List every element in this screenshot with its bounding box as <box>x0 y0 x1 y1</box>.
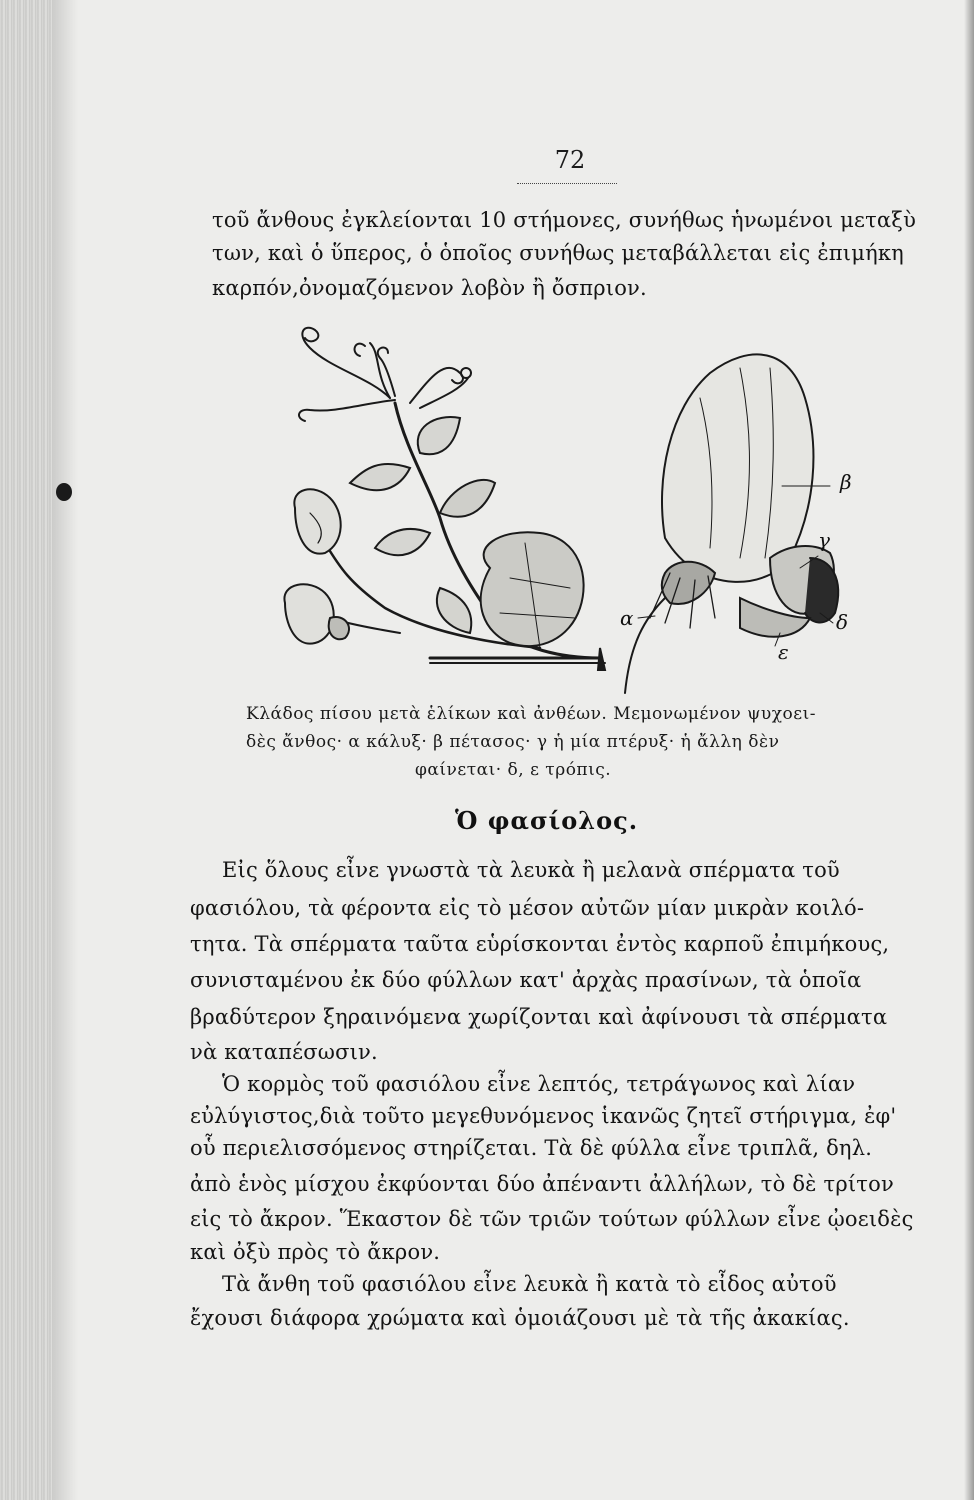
intro-line: καρπόν,ὀνομαζόμενον λοβὸν ἢ ὄσπριον. <box>212 276 647 300</box>
paragraph-line: Τὰ ἄνθη τοῦ φασιόλου εἶνε λευκὰ ἢ κατὰ τὸ εἶδος αὐτοῦ <box>222 1272 837 1296</box>
paragraph-line: νὰ καταπέσωσιν. <box>190 1040 378 1064</box>
figure-caption-line: φαίνεται· δ, ε τρόπις. <box>415 760 612 780</box>
paragraph-line: βραδύτερον ξηραινόμενα χωρίζονται καὶ ἀφίνουσι τὰ σπέρματα <box>190 1005 888 1029</box>
paragraph-line: Εἰς ὅλους εἶνε γνωστὰ τὰ λευκὰ ἢ μελανὰ σπέρματα τοῦ <box>222 858 840 882</box>
paragraph-line: φασιόλου, τὰ φέροντα εἰς τὸ μέσον αὐτῶν μίαν μικρὰν κοιλό- <box>190 896 865 920</box>
right-edge-shadow <box>964 0 974 1500</box>
figure-label-beta: β <box>840 470 852 494</box>
paragraph-line: τητα. Τὰ σπέρματα ταῦτα εὑρίσκονται ἐντὸς καρποῦ ἐπιμήκους, <box>190 932 890 956</box>
figure-label-epsilon: ε <box>778 640 789 664</box>
page-number-rule <box>517 183 617 184</box>
paragraph-line: εἰς τὸ ἄκρον. Ἕκαστον δὲ τῶν τριῶν τούτων φύλλων εἶνε ᾠοειδὲς <box>190 1207 914 1231</box>
figure-caption-line: Κλάδος πίσου μετὰ ἑλίκων καὶ ἀνθέων. Μεμονωμένον ψυχοει- <box>246 704 817 724</box>
paragraph-line: ἔχουσι διάφορα χρώματα καὶ ὁμοιάζουσι μὲ τὰ τῆς ἀκακίας. <box>190 1306 850 1330</box>
paragraph-line: καὶ ὀξὺ πρὸς τὸ ἄκρον. <box>190 1240 441 1264</box>
ink-spot <box>56 483 72 501</box>
figure-label-alpha: α <box>620 606 634 630</box>
intro-line: τοῦ ἄνθους ἐγκλείονται 10 στήμονες, συνήθως ἡνωμένοι μεταξὺ <box>212 208 917 232</box>
page-number: 72 <box>554 146 586 174</box>
pea-illustration <box>270 318 910 698</box>
figure-label-delta: δ <box>836 610 849 634</box>
pea-branch-drawing <box>270 318 910 698</box>
paragraph-line: ἀπὸ ἑνὸς μίσχου ἐκφύονται δύο ἀπέναντι ἀλλήλων, τὸ δὲ τρίτον <box>190 1172 894 1196</box>
figure-label-gamma: γ <box>818 528 830 552</box>
section-heading: Ὁ φασίολος. <box>455 806 639 835</box>
figure-caption-line: δὲς ἄνθος· α κάλυξ· β πέτασος· γ ἡ μία πτέρυξ· ἡ ἄλλη δὲν <box>246 732 780 752</box>
paragraph-line: οὗ περιελισσόμενος στηρίζεται. Τὰ δὲ φύλλα εἶνε τριπλᾶ, δηλ. <box>190 1136 873 1160</box>
paragraph-line: συνισταμένου ἐκ δύο φύλλων κατ' ἀρχὰς πρασίνων, τὰ ὁποῖα <box>190 968 862 992</box>
page-stack-edge <box>0 0 52 1500</box>
intro-line: των, καὶ ὁ ὕπερος, ὁ ὁποῖος συνήθως μεταβάλλεται εἰς ἐπιμήκη <box>212 241 904 265</box>
gutter-shadow <box>52 0 78 1500</box>
paragraph-line: εὐλύγιστος,διὰ τοῦτο μεγεθυνόμενος ἱκανῶς ζητεῖ στήριγμα, ἐφ' <box>190 1104 897 1128</box>
paragraph-line: Ὁ κορμὸς τοῦ φασιόλου εἶνε λεπτός, τετράγωνος καὶ λίαν <box>222 1072 856 1096</box>
